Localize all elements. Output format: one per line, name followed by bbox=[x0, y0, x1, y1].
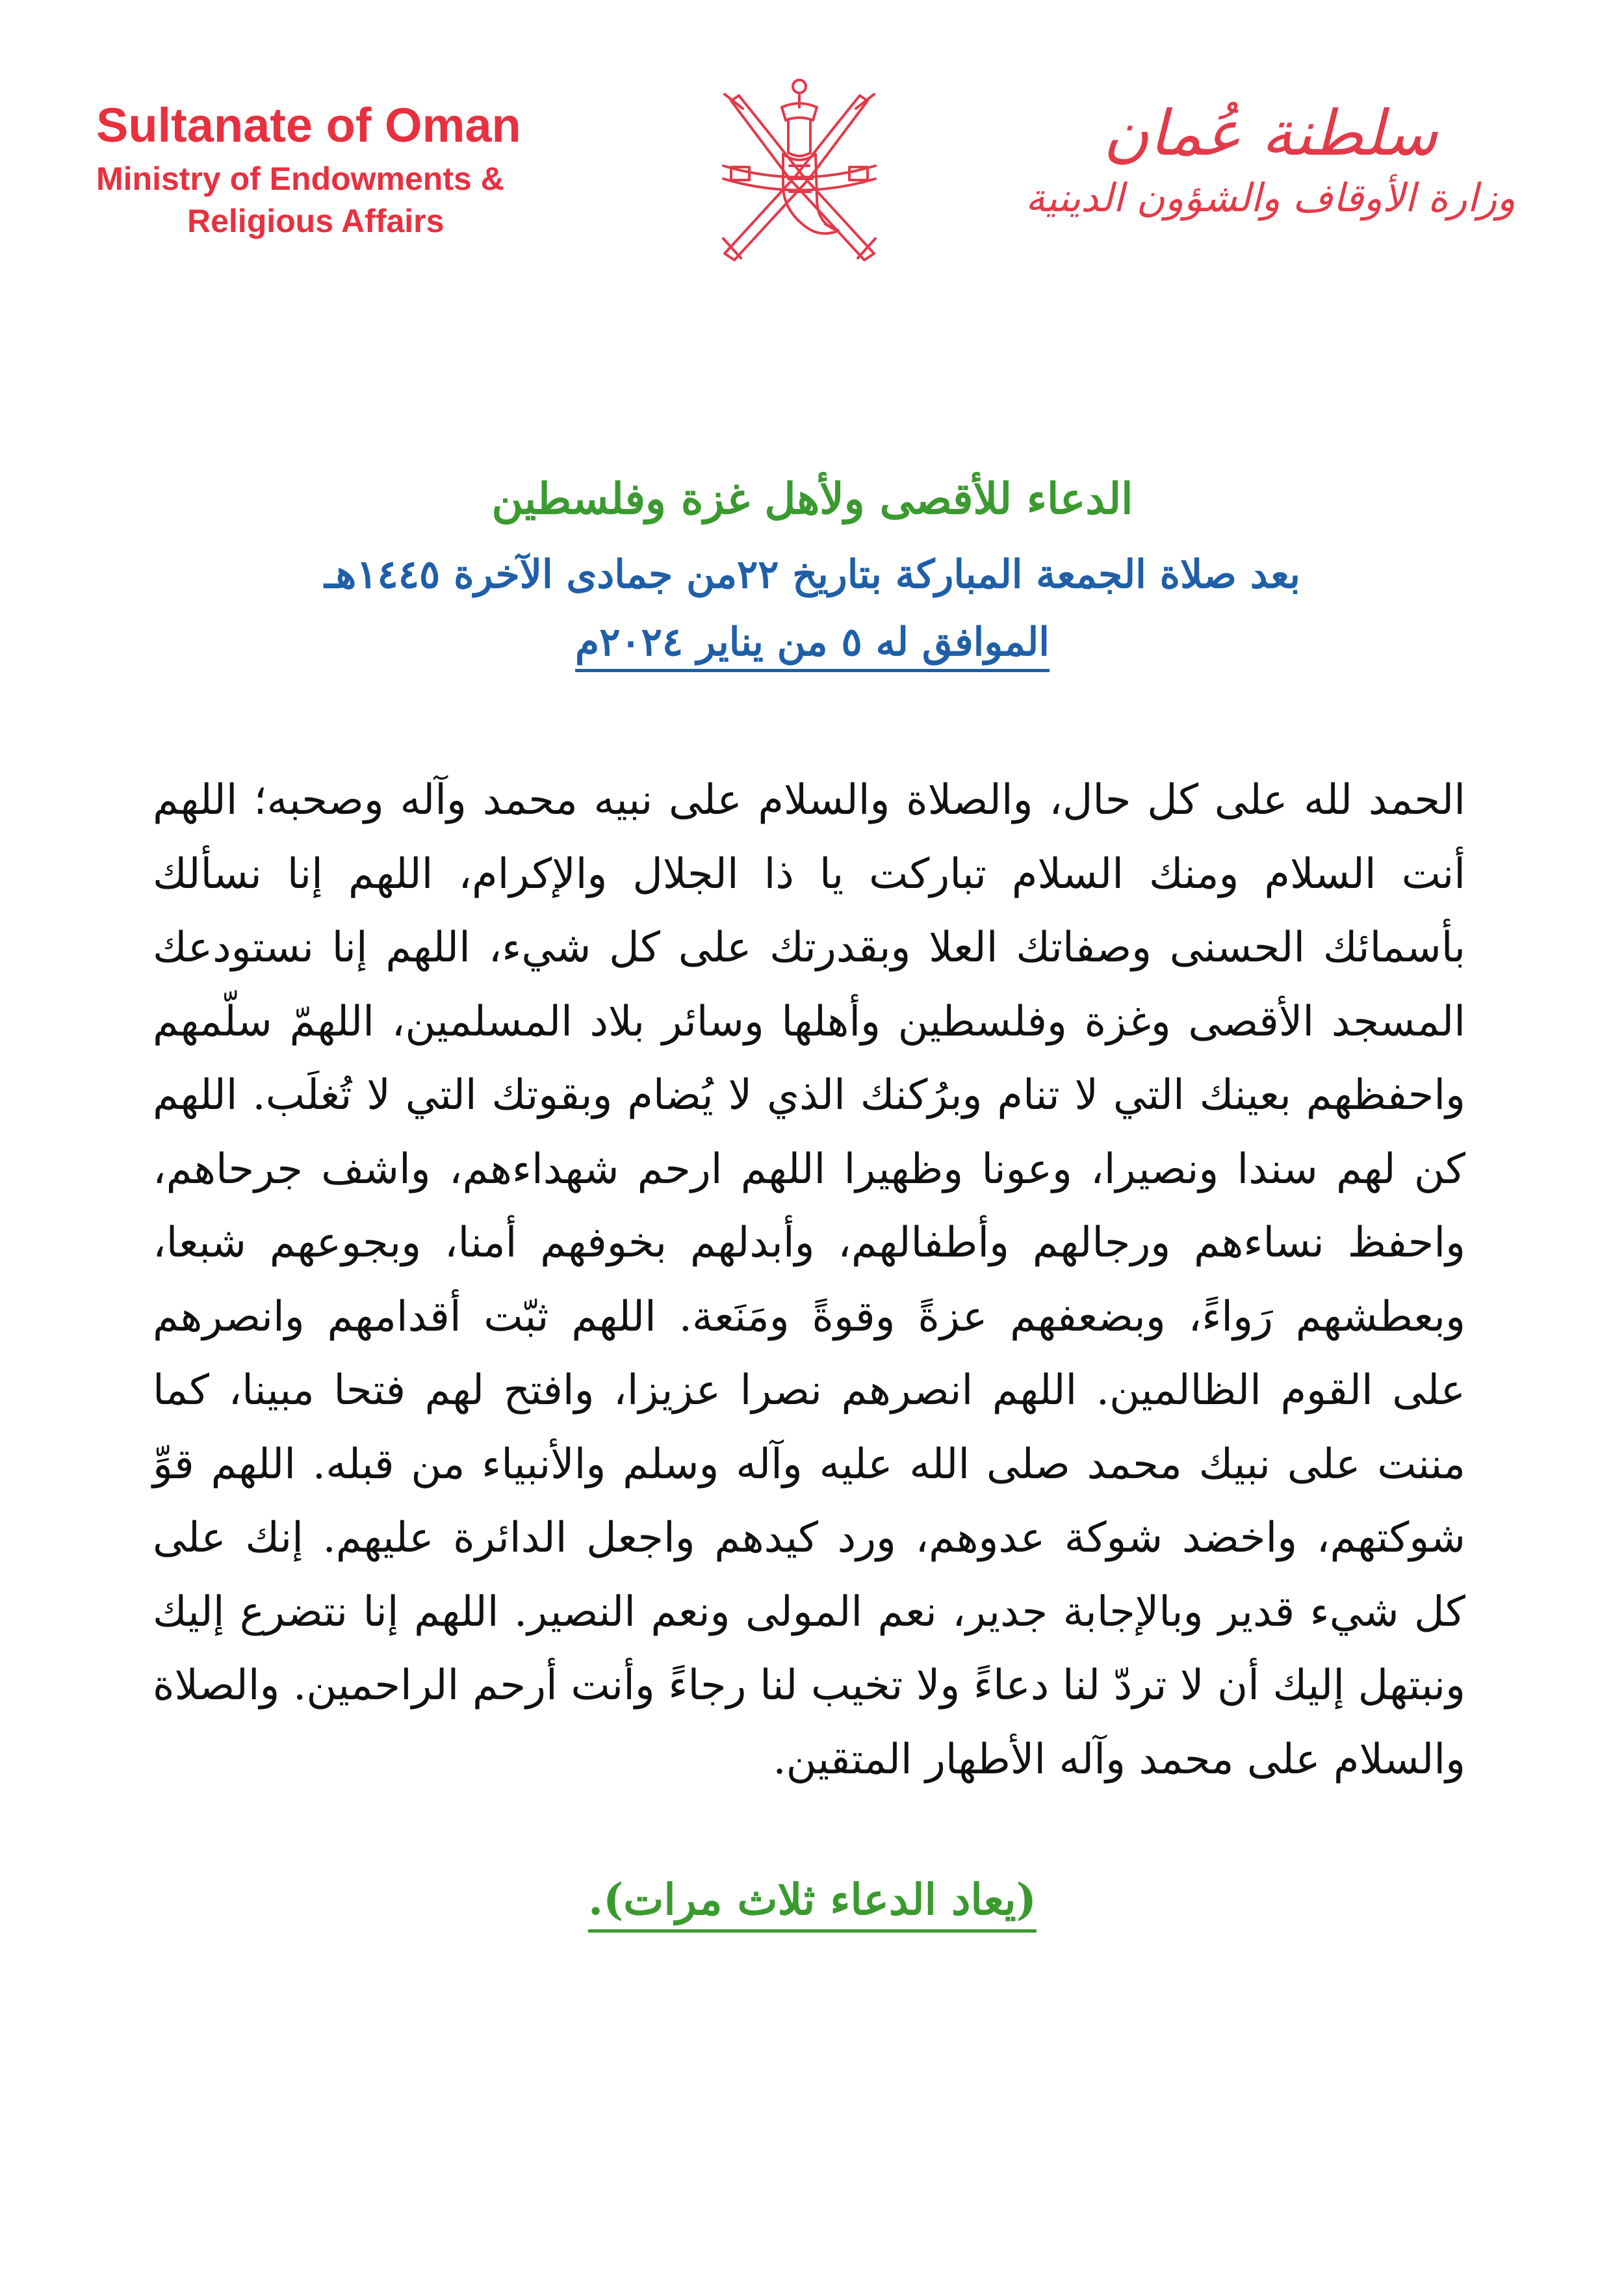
document-subtitle-date-hijri: بعد صلاة الجمعة المباركة بتاريخ ٢٢من جمادى الآخرة ١٤٤٥هـ bbox=[324, 551, 1300, 597]
footer-instruction bbox=[390, 1872, 1235, 1933]
document-subtitle-date-gregorian: الموافق له ٥ من يناير ٢٠٢٤م bbox=[575, 617, 1050, 672]
footer-instruction-text: (يعاد الدعاء ثلاث مرات). bbox=[588, 1872, 1037, 1933]
document-title: الدعاء للأقصى ولأهل غزة وفلسطين bbox=[491, 473, 1133, 524]
letterhead-arabic-country: سلطنة عُمان bbox=[1103, 97, 1438, 170]
national-emblem-icon bbox=[705, 68, 894, 270]
letterhead bbox=[0, 0, 1624, 306]
document-title-block bbox=[195, 471, 1430, 672]
letterhead-english-country: Sultanate of Oman bbox=[96, 98, 521, 152]
letterhead-arabic-ministry: وزارة الأوقاف والشؤون الدينية bbox=[1025, 176, 1516, 222]
supplication-body: الحمد لله على كل حال، والصلاة والسلام على نبيه محمد وآله وصحبه؛ اللهم أنت السلام ومنك السلام تباركت يا ذا الجلال والإكرام، اللهم إنا نسألك بأسمائك الحسنى وصفاتك العلا وبقدرتك على كل شيء، اللهم إنا نستودعك المسجد الأقصى وغزة وفلسطين وأهلها وسائر بلاد المسلمين، اللهمّ سلّمهم واحفظهم بعينك التي لا تنام وبرُكنك الذي لا يُضام وبقوتك التي لا تُغلَب. اللهم كن لهم سندا ونصيرا، وعونا وظهيرا اللهم ارحم شهداءهم، واشف جرحاهم، واحفظ نساءهم ورجالهم وأطفالهم، وأبدلهم بخوفهم أمنا، وبجوعهم شبعا، وبعطشهم رَواءً، وبضعفهم عزةً وقوةً ومَنَعة. اللهم ثبّت أقدامهم وانصرهم على القوم الظالمين. اللهم انصرهم نصرا عزيزا، وافتح لهم فتحا مبينا، كما مننت على نبيك محمد صلى الله عليه وآله وسلم والأنبياء من قبله. اللهم قوِّ شوكتهم، واخضد شوكة عدوهم، ورد كيدهم واجعل الدائرة عليهم. إنك على كل شيء قدير وبالإجابة جدير، نعم المولى ونعم النصير. اللهم إنا نتضرع إليك ونبتهل إليك أن لا تردّ لنا دعاءً ولا تخيب لنا رجاءً وأنت أرحم الراحمين. والصلاة والسلام على محمد وآله الأطهار المتقين. bbox=[153, 776, 1466, 1784]
letterhead-english-ministry-cont: Religious Affairs bbox=[187, 203, 445, 240]
letterhead-arabic bbox=[1014, 98, 1527, 224]
letterhead-english-ministry: Ministry of Endowments & bbox=[96, 161, 504, 198]
letterhead-english bbox=[96, 98, 590, 242]
